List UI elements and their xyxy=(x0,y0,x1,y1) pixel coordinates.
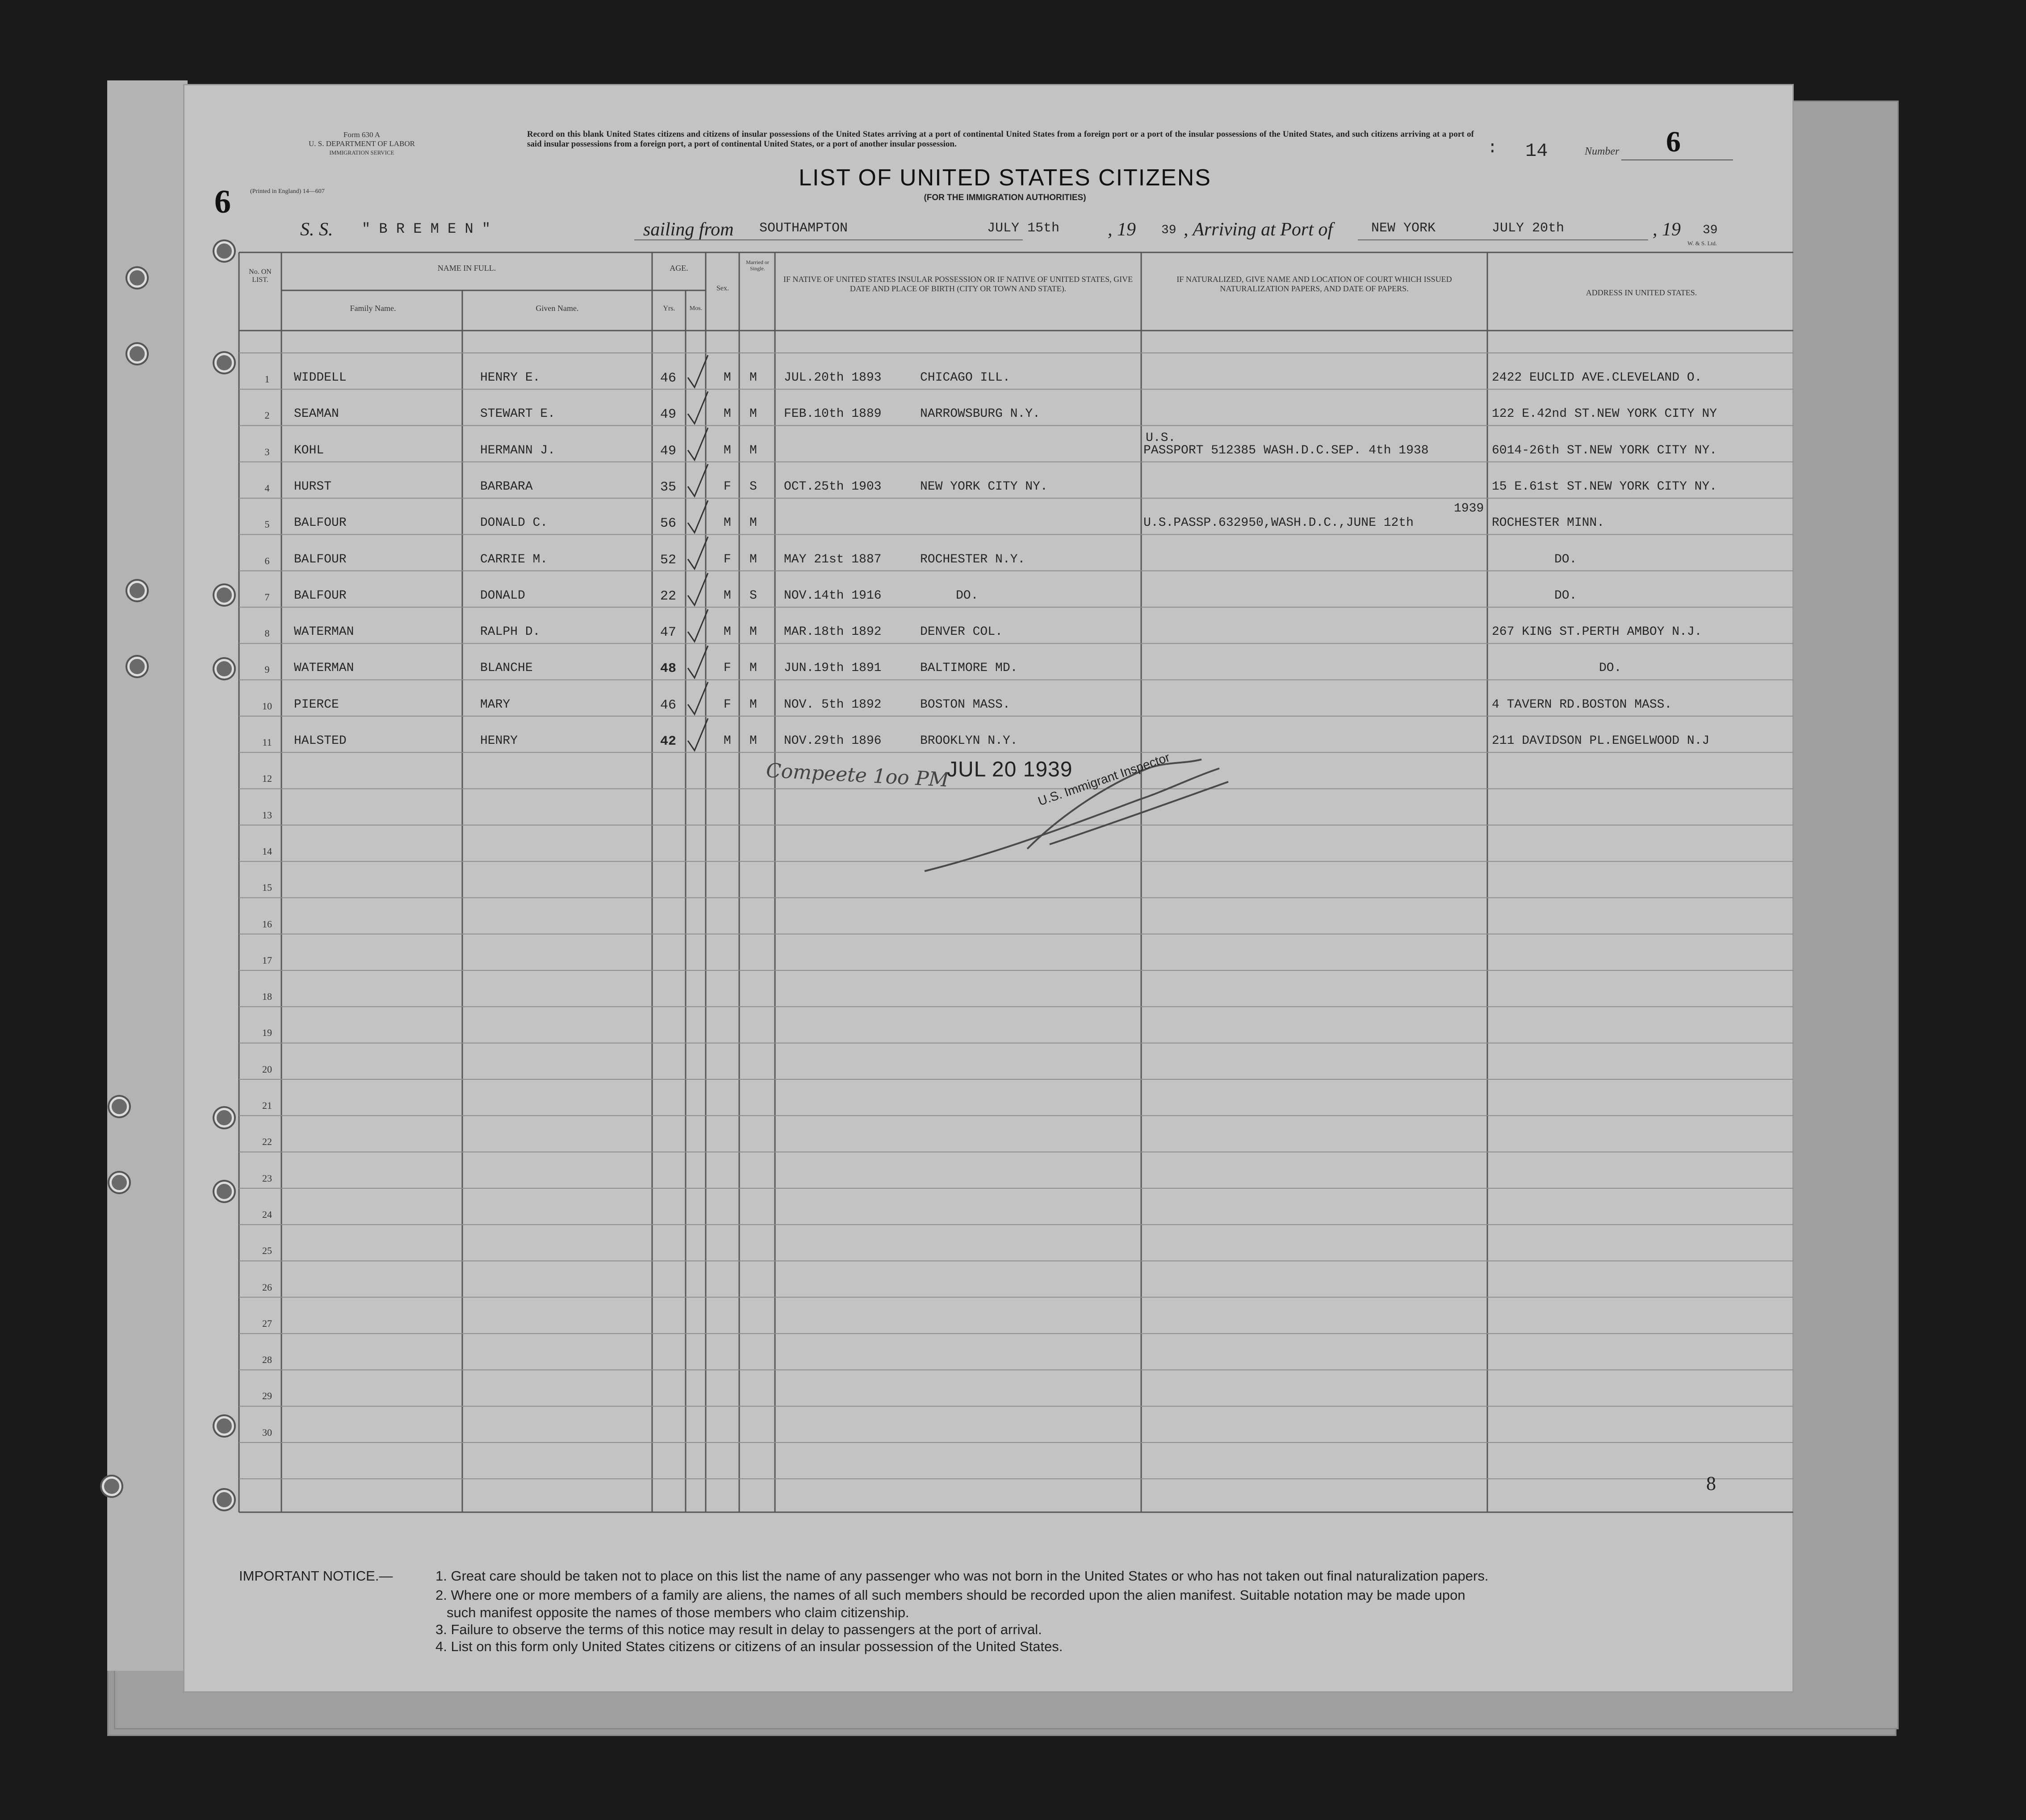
family-name: BALFOUR xyxy=(294,516,347,530)
given-name: HENRY xyxy=(480,734,518,748)
sex: M xyxy=(724,588,731,603)
to-date: JULY 20th xyxy=(1492,221,1565,236)
notice-item-3: 3. Failure to observe the terms of this notice may result in delay to passengers at the port of arrival. xyxy=(435,1622,1042,1637)
sex: F xyxy=(724,479,731,494)
row-number: 27 xyxy=(262,1317,272,1329)
year-prefix: , 19 xyxy=(1108,219,1136,240)
sex: M xyxy=(724,371,731,385)
naturalization: PASSPORT 512385 WASH.D.C.SEP. 4th 1938 xyxy=(1143,443,1429,457)
header-family: Family Name. xyxy=(350,304,396,313)
page-number: 8 xyxy=(1706,1472,1716,1494)
row-number: 6 xyxy=(264,555,270,566)
row-number: 28 xyxy=(262,1354,272,1366)
form-id xyxy=(295,130,429,157)
address: DO. xyxy=(1599,661,1622,675)
birth-place: NEW YORK CITY NY. xyxy=(920,479,1048,494)
row-number: 17 xyxy=(262,954,272,966)
given-name: BARBARA xyxy=(480,479,533,494)
header-mos: Mos. xyxy=(689,305,703,312)
row-number: 20 xyxy=(262,1063,272,1075)
age-years: 49 xyxy=(660,443,677,459)
birth-place: ROCHESTER N.Y. xyxy=(920,552,1026,566)
binder-hole xyxy=(214,353,234,373)
number-label: Number xyxy=(1585,146,1620,157)
marital-status: M xyxy=(749,625,757,639)
inspector-signature xyxy=(916,751,1273,880)
given-name: HERMANN J. xyxy=(480,443,556,457)
row-number: 29 xyxy=(262,1390,272,1402)
address: 122 E.42nd ST.NEW YORK CITY NY xyxy=(1492,407,1717,421)
row-number: 25 xyxy=(262,1245,272,1257)
intro-text: Record on this blank United States citizens and citizens of insular possessions of the United States arriving at a port of continental United States from a foreign port or a port of the insular possessions of the United States, and such citizens arriving at a port of said insular possessions from a foreign port, a port of continental United States, or a port of another insular possession. xyxy=(527,130,1474,149)
given-name: MARY xyxy=(480,697,511,712)
header-naturalized: IF NATURALIZED, GIVE NAME AND LOCATION OF COURT WHICH ISSUED NATURALIZATION PAPERS, AND DATE OF PAPERS. xyxy=(1176,275,1452,293)
row-number: 10 xyxy=(262,700,272,712)
row-number: 8 xyxy=(264,628,270,639)
underline xyxy=(1358,239,1648,240)
birth-place: BROOKLYN N.Y. xyxy=(920,734,1018,748)
printed-note: (Printed in England) 14—607 xyxy=(250,188,325,195)
notice-heading: IMPORTANT NOTICE.— xyxy=(239,1568,393,1584)
from-port: SOUTHAMPTON xyxy=(759,221,848,236)
family-name: BALFOUR xyxy=(294,552,347,566)
department: U. S. DEPARTMENT OF LABOR xyxy=(309,139,415,148)
birth-date: NOV.29th 1896 xyxy=(784,734,882,748)
ship-name: " B R E M E N " xyxy=(362,221,491,237)
binder-hole xyxy=(127,581,147,600)
sex: M xyxy=(724,516,731,530)
row-number: 24 xyxy=(262,1208,272,1220)
row-number: 23 xyxy=(262,1172,272,1184)
family-name: WATERMAN xyxy=(294,661,354,675)
age-years: 49 xyxy=(660,407,677,423)
birth-place: BOSTON MASS. xyxy=(920,697,1010,712)
marital-status: M xyxy=(749,661,757,675)
address: 2422 EUCLID AVE.CLEVELAND O. xyxy=(1492,371,1702,385)
family-name: WIDDELL xyxy=(294,371,347,385)
sex: F xyxy=(724,661,731,675)
to-port: NEW YORK xyxy=(1371,221,1436,236)
header-age: AGE. xyxy=(670,264,688,273)
header-married: Married or Single. xyxy=(746,259,769,272)
notice-item-4: 4. List on this form only United States citizens or citizens of an insular possession of the United States. xyxy=(435,1639,1063,1654)
birth-date: NOV.14th 1916 xyxy=(784,588,882,603)
birth-place: DENVER COL. xyxy=(920,625,1003,639)
address: 211 DAVIDSON PL.ENGELWOOD N.J xyxy=(1492,734,1710,748)
row-number: 19 xyxy=(262,1027,272,1039)
age-years: 22 xyxy=(660,588,677,604)
row-number: 12 xyxy=(262,773,272,784)
marital-status: S xyxy=(749,588,757,603)
given-name: CARRIE M. xyxy=(480,552,548,566)
list-number: 14 xyxy=(1525,140,1548,162)
age-years: 52 xyxy=(660,552,677,568)
age-years: 47 xyxy=(660,625,677,641)
birth-place: BALTIMORE MD. xyxy=(920,661,1018,675)
birth-date: OCT.25th 1903 xyxy=(784,479,882,494)
ss-label: S. S. xyxy=(300,219,333,240)
row-number: 16 xyxy=(262,918,272,930)
header-sex: Sex. xyxy=(716,285,729,292)
family-name: BALFOUR xyxy=(294,588,347,603)
age-years: 46 xyxy=(660,697,677,713)
binding-margin xyxy=(107,80,188,1671)
given-name: DONALD xyxy=(480,588,525,603)
row-number: 14 xyxy=(262,845,272,857)
given-name: BLANCHE xyxy=(480,661,533,675)
header-native: IF NATIVE OF UNITED STATES INSULAR POSSESSION OR IF NATIVE OF UNITED STATES, GIVE DATE AND PLACE OF BIRTH (CITY OR TOWN AND STATE). xyxy=(783,275,1133,293)
family-name: SEAMAN xyxy=(294,407,339,421)
balfour-year-note: 1939 xyxy=(1454,502,1484,516)
row-number: 18 xyxy=(262,991,272,1002)
age-years: 35 xyxy=(660,479,677,495)
binder-hole xyxy=(102,1476,121,1496)
row-number: 11 xyxy=(262,737,272,748)
binder-hole xyxy=(214,1416,234,1436)
birth-date: NOV. 5th 1892 xyxy=(784,697,882,712)
notice-item-1: 1. Great care should be taken not to place on this list the name of any passenger who was not born in the United States or who has not taken out final naturalization papers. xyxy=(435,1568,1489,1584)
marital-status: M xyxy=(749,697,757,712)
row-number: 9 xyxy=(264,664,270,675)
sex: M xyxy=(724,734,731,748)
sex: M xyxy=(724,443,731,457)
marital-status: M xyxy=(749,407,757,421)
page-subtitle: (FOR THE IMMIGRATION AUTHORITIES) xyxy=(924,193,1086,202)
family-name: KOHL xyxy=(294,443,324,457)
age-years: 42 xyxy=(660,734,677,749)
address: 6014-26th ST.NEW YORK CITY NY. xyxy=(1492,443,1717,457)
binder-hole xyxy=(214,1490,234,1510)
address: 4 TAVERN RD.BOSTON MASS. xyxy=(1492,697,1672,712)
address: 15 E.61st ST.NEW YORK CITY NY. xyxy=(1492,479,1717,494)
underline xyxy=(634,239,1023,240)
age-years: 48 xyxy=(660,661,677,677)
age-years: 56 xyxy=(660,516,677,532)
arriving-label: , Arriving at Port of xyxy=(1184,219,1333,240)
service: IMMIGRATION SERVICE xyxy=(329,149,394,156)
notice-item-2-cont: such manifest opposite the names of those members who claim citizenship. xyxy=(447,1605,909,1620)
number-value: 6 xyxy=(1666,126,1681,158)
kohl-us-note: U.S. xyxy=(1146,431,1176,445)
marital-status: M xyxy=(749,371,757,385)
notice-item-2: 2. Where one or more members of a family are aliens, the names of all such members should be recorded upon the alien manifest. Suitable notation may be made upon xyxy=(435,1587,1465,1603)
to-year: 39 xyxy=(1703,223,1718,237)
naturalization: U.S.PASSP.632950,WASH.D.C.,JUNE 12th xyxy=(1143,516,1414,530)
row-number: 22 xyxy=(262,1136,272,1148)
marital-status: M xyxy=(749,734,757,748)
family-name: HURST xyxy=(294,479,332,494)
binder-hole xyxy=(214,659,234,679)
marital-status: M xyxy=(749,552,757,566)
marital-status: M xyxy=(749,443,757,457)
family-name: WATERMAN xyxy=(294,625,354,639)
inspector-label: U.S. Immigrant Inspector xyxy=(1036,750,1172,809)
header-address: ADDRESS IN UNITED STATES. xyxy=(1586,288,1697,297)
birth-place: DO. xyxy=(956,588,979,603)
address: DO. xyxy=(1554,588,1577,603)
from-date: JULY 15th xyxy=(987,221,1060,236)
sex: F xyxy=(724,552,731,566)
address: 267 KING ST.PERTH AMBOY N.J. xyxy=(1492,625,1702,639)
sailing-label: sailing from xyxy=(643,219,734,240)
row-number: 4 xyxy=(264,482,270,494)
birth-date: MAR.18th 1892 xyxy=(784,625,882,639)
birth-place: CHICAGO ILL. xyxy=(920,371,1010,385)
birth-place: NARROWSBURG N.Y. xyxy=(920,407,1040,421)
binder-hole xyxy=(127,657,147,676)
form-number: Form 630 A xyxy=(343,130,381,139)
sex: M xyxy=(724,407,731,421)
binder-hole xyxy=(109,1097,129,1116)
family-name: HALSTED xyxy=(294,734,347,748)
binder-hole xyxy=(214,1182,234,1201)
number-underline xyxy=(1621,159,1733,160)
row-number: 15 xyxy=(262,882,272,893)
row-number: 3 xyxy=(264,446,270,457)
to-year-prefix: , 19 xyxy=(1653,219,1681,240)
row-number: 5 xyxy=(264,519,270,530)
address: DO. xyxy=(1554,552,1577,566)
binder-hole xyxy=(214,585,234,605)
colon-mark: : xyxy=(1487,138,1498,158)
sex: M xyxy=(724,625,731,639)
header-no: No. ON LIST. xyxy=(249,268,272,284)
sex: F xyxy=(724,697,731,712)
given-name: HENRY E. xyxy=(480,371,540,385)
given-name: DONALD C. xyxy=(480,516,548,530)
side-number: 6 xyxy=(214,184,231,220)
header-yrs: Yrs. xyxy=(663,305,675,312)
binder-hole xyxy=(109,1173,129,1192)
birth-date: JUL.20th 1893 xyxy=(784,371,882,385)
printer-mark: W. & S. Ltd. xyxy=(1687,240,1717,247)
marital-status: S xyxy=(749,479,757,494)
family-name: PIERCE xyxy=(294,697,339,712)
address: ROCHESTER MINN. xyxy=(1492,516,1605,530)
binder-hole xyxy=(127,344,147,364)
age-years: 46 xyxy=(660,371,677,386)
given-name: STEWART E. xyxy=(480,407,556,421)
header-name: NAME IN FULL. xyxy=(437,264,496,273)
from-year: 39 xyxy=(1161,223,1176,237)
row-number: 13 xyxy=(262,809,272,821)
given-name: RALPH D. xyxy=(480,625,540,639)
birth-date: MAY 21st 1887 xyxy=(784,552,882,566)
header-given: Given Name. xyxy=(536,304,579,313)
binder-hole xyxy=(127,268,147,288)
binder-hole xyxy=(214,241,234,261)
date-stamp: JUL 20 1939 xyxy=(947,758,1073,781)
row-number: 30 xyxy=(262,1426,272,1438)
page-title: LIST OF UNITED STATES CITIZENS xyxy=(799,165,1211,191)
row-number: 21 xyxy=(262,1100,272,1111)
handwritten-note: Compeete 1oo PM xyxy=(765,759,950,792)
birth-date: JUN.19th 1891 xyxy=(784,661,882,675)
row-number: 26 xyxy=(262,1281,272,1293)
row-number: 2 xyxy=(264,410,270,421)
marital-status: M xyxy=(749,516,757,530)
binder-hole xyxy=(214,1108,234,1128)
row-number: 1 xyxy=(264,373,270,385)
manifest-sheet xyxy=(183,84,1794,1693)
birth-date: FEB.10th 1889 xyxy=(784,407,882,421)
row-number: 7 xyxy=(264,591,270,603)
